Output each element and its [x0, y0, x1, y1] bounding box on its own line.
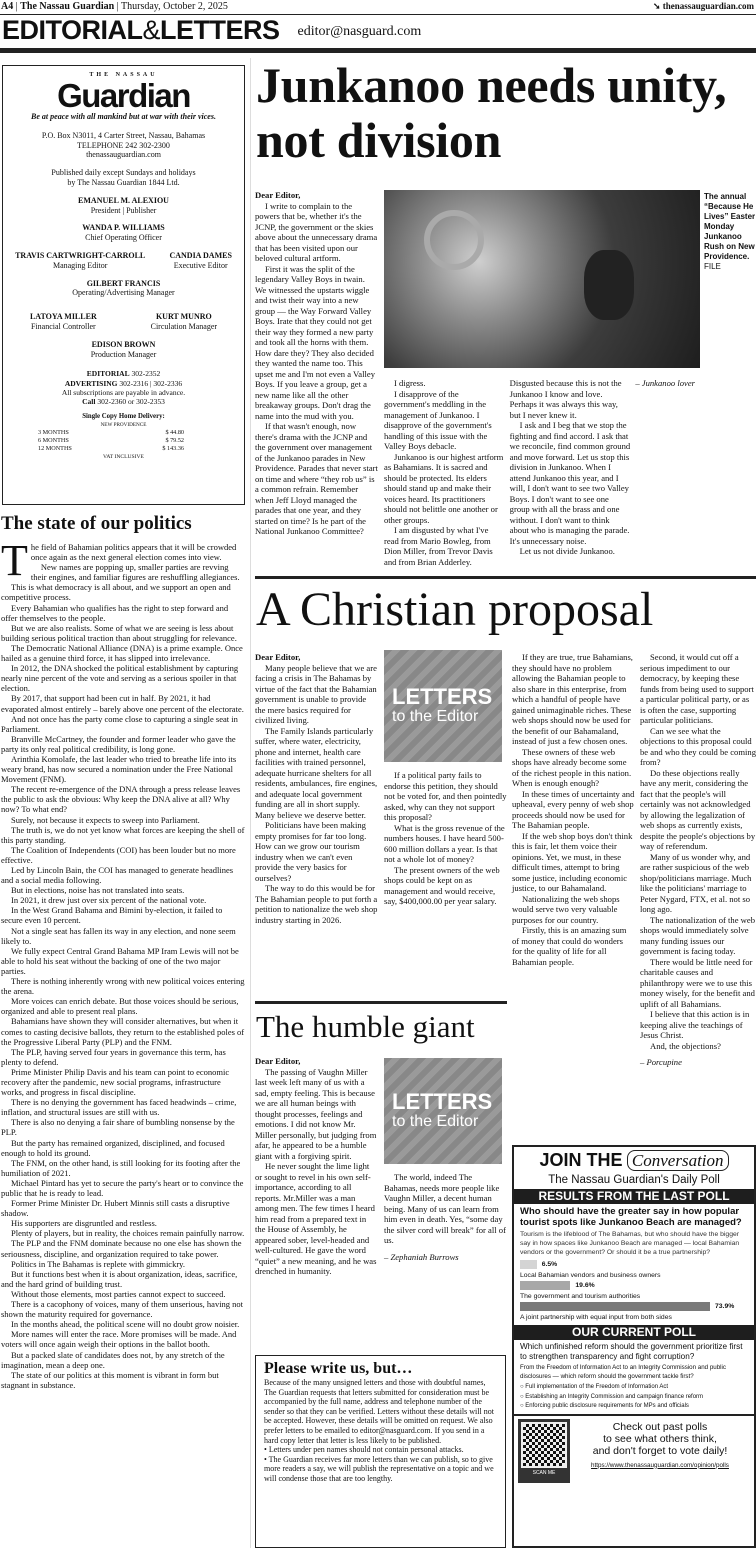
- paragraph: Every Bahamian who qualifies has the right to step forward and offer themselves to the people.: [1, 602, 229, 623]
- poll-option[interactable]: ○ Establishing an Integrity Commission and campaign finance reform: [520, 1393, 704, 1400]
- issue-date: Thursday, October 2, 2025: [121, 1, 228, 12]
- paragraph: There is no denying the government has faced headwinds – crime, inflation, and structural issues are still with us.: [1, 1097, 237, 1118]
- last-poll-description: Tourism is the lifeblood of The Bahamas, but who should have the bigger say in how spaces like Junkanoo Beach are managed — local Bahamian vendors or the government? Or should it be a true partnership?: [520, 1231, 740, 1256]
- paragraph: I disapprove of the government's meddling in the management of Junkanoo. I disapprove of the government's handling of this issue with the Valley Boys debacle.: [384, 388, 492, 451]
- letters-to-editor-graphic: LETTERS to the Editor: [384, 650, 502, 762]
- paragraph: Junkanoo is our highest artform as Bahamians. It is sacred and should be protected. Its elders should stand up and make their voices heard. Its practitioners should not belittle one another or other groups.: [384, 451, 504, 525]
- site-link[interactable]: thenassauguardian.com: [662, 1, 754, 11]
- divider: [255, 1001, 507, 1004]
- editorial-body: [1, 536, 245, 1390]
- paragraph: His supporters are disgruntled and restless.: [11, 1218, 157, 1229]
- letter-body: [512, 652, 635, 967]
- paragraph: He never sought the lime light or sought to revel in his own self-importance, according to all reports. Mr.Miller was a man among men. The few times I heard him read from a prepared text in the House of Assembly, he appeared sober, level-headed and well-cultured. He gave the word “quiet” a new meaning, and he was drenched in humanity.: [255, 1161, 377, 1276]
- paragraph: There would be little need for charitable causes and philanthropy were we to use this money wisely, for the benefit and uplift of all Bahamians.: [640, 956, 755, 1009]
- paragraph: he field of Bahamian politics appears that it will be crowded once again as the next general election comes into view.: [30, 542, 237, 563]
- letter-title: The humble giant: [256, 1009, 475, 1044]
- paragraph: First it was the split of the legendary Valley Boys in twain. We witnessed the upstarts wiggle and twist their way into a new group — the Way Forward Valley Boys. Irate that they could not get their way they formed a new party and took all the horns with them. How dare they? They also decided they wanted the name too. This upset me and I'm not even a Valley Boys. If you leave a group, get a new name like all the other breakaway groups. Don't drag the name into the mud with you.: [255, 263, 375, 421]
- paragraph: The PLP, having served four years in governance this term, has plenty to defend.: [1, 1046, 226, 1067]
- letter-body: [384, 378, 756, 570]
- paragraph: Not a single seat has fallen its way in any election, and none seem likely to.: [1, 925, 236, 946]
- paragraph: Can we see what the objections to this proposal could be and who they could be coming from?: [640, 725, 756, 767]
- paragraph: Let us not divide Junkanoo.: [519, 546, 615, 556]
- paragraph: These owners of these web shops have already become some of the richest people in this nation. When is enough enough?: [512, 746, 632, 788]
- radio-icon[interactable]: ○: [520, 1403, 524, 1409]
- last-poll-question: Who should have the greater say in how popular tourist spots like Junkanoo Beach are managed?: [520, 1206, 742, 1228]
- published-note: Published daily except Sundays and holidays by The Nassau Guardian 1844 Ltd.: [51, 168, 196, 187]
- paragraph: Many people believe that we are facing a crisis in The Bahamas by virtue of the fact that the Bahamian government is unable to provide the mere basics required for civilized living.: [255, 662, 377, 725]
- paragraph: Led by Lincoln Bain, the COI has managed to generate headlines and a social media following.: [1, 865, 234, 886]
- write-us-bullet: • The Guardian receives far more letters than we can publish, so to give more readers a say, we will publish the representative on a topic and we will condense those that are too lengthy.: [264, 1454, 494, 1483]
- paragraph: If the web shop boys don't think this is fair, let them voice their opinions. Yet, we must, in these difficult times, attempt to bring some justice, including economic justice, to our Bahamaland.: [512, 830, 633, 893]
- polls-link[interactable]: https://www.thenassauguardian.com/opinion/polls: [591, 1461, 729, 1469]
- paragraph: If they are true, true Bahamians, they should have no problem allowing the Bahamian people to also share in this enterprise, from which a handful of people have gained unimaginable riches. These web shops should now be used for the benefit of our Bahamaland, instead of just a few chosen ones.: [512, 652, 633, 746]
- write-us-box: [255, 1355, 506, 1548]
- letter-title: Junkanoo needs unity, not division: [256, 57, 727, 168]
- radio-icon[interactable]: ○: [520, 1393, 524, 1400]
- column-divider: [250, 58, 251, 1548]
- paragraph: The Democratic National Alliance (DNA) is a prime example. Once hailed as a genuine third force, it has slipped into irrelevance.: [1, 642, 243, 664]
- paragraph: Bahamians have shown they will consider alternatives, but when it comes to casting decisive ballots, they return to the established poles of the Progressive Liberal Party (PLP) and the FNM.: [1, 1016, 245, 1047]
- paragraph: But we are also realists. Some of what we are seeing is less about building serious political traction than about struggling for relevance.: [1, 622, 237, 643]
- paragraph: Many of us wonder why, and are rather suspicious of the web shop/politicians marriage. Much like the politicians' marriage to Peter Nygard, FTX, et al. not so long ago.: [640, 851, 752, 914]
- letter-title: A Christian proposal: [256, 583, 654, 636]
- paragraph: There is also no denying a fair share of bumbling nonsense by the PLP.: [1, 1117, 235, 1138]
- paragraph: The Family Islands particularly suffer, where water, electricity, phone and internet, health care facilities with trained personnel, adequate hurricane shelters for all residents, ambulances, fire engines, and adequate local government funding are all in short supply. Many believe we deserve better.: [255, 725, 378, 820]
- paragraph: Branville McCartney, the founder and former leader who gave the party its only real political credibility, is long gone.: [1, 733, 236, 754]
- paragraph: Surely, not because it expects to sweep into Parliament.: [11, 814, 200, 825]
- paragraph: Nationalizing the web shops would serve two very valuable purposes for our country.: [512, 893, 620, 925]
- paragraph: If a political party fails to endorse this petition, they should not be voted for, and then pointedly asked, why can they not support this proposal?: [384, 770, 507, 822]
- paragraph: The truth is, we do not yet know what forces are keeping the shell of this party standing.: [1, 824, 245, 845]
- staff-entry: WANDA P. WILLIAMS Chief Operating Officer: [82, 223, 165, 243]
- result-percent: 6.5%: [541, 1261, 558, 1269]
- top-bar: A4 | The Nassau Guardian | Thursday, October 2, 2025 ➘ thenassauguardian.com: [1, 1, 754, 12]
- poll-option[interactable]: ○ Full implementation of the Freedom of Information Act: [520, 1384, 669, 1390]
- paragraph: The PLP and the FNM dominate because no one else has shown the seriousness, discipline, and organization required to take power.: [1, 1238, 242, 1259]
- paragraph: Michael Pintard has yet to secure the party's heart or to convince the public that he is ready to lead.: [1, 1177, 244, 1198]
- paragraph: What is the gross revenue of the numbers houses. I have heard 500-600 million dollars a year. Is that not a whole lot of money?: [384, 822, 505, 864]
- section-title: EDITORIAL&LETTERS: [2, 15, 280, 45]
- write-us-body: Because of the many unsigned letters and those with doubtful names, The Guardian requests that letters submitted for consideration must be accompanied by the full name, address and telephone number of the sender so that they can be verified. Letters without these details will not be accepted. However, these details will be omitted on request. We also prefer letters to be emailed to editor@nasguard.com. If you send in a hard copy letter that letter is less likely to be published.: [264, 1378, 494, 1445]
- page-number: A4: [1, 1, 14, 12]
- poll-header: JOIN THE Conversation: [514, 1147, 754, 1173]
- letter-signature: – Zephaniah Burrows: [384, 1251, 459, 1262]
- paragraph: The recent re-emergence of the DNA through a press release leaves the public to ask the obvious: Why keep the DNA alive at all? Why now? To what end?: [1, 784, 241, 815]
- paragraph: Plenty of players, but in reality, the choices remain painfully narrow.: [11, 1228, 245, 1239]
- paragraph: And, the objections?: [650, 1040, 721, 1051]
- paragraph: In the months ahead, the political scene will no doubt grow noisier.: [11, 1319, 240, 1330]
- current-poll-header: OUR CURRENT POLL: [514, 1325, 754, 1340]
- qr-code-icon: [521, 1422, 567, 1468]
- paragraph: In 2021, it drew just over six percent of the national vote.: [11, 895, 207, 906]
- result-percent: 73.9%: [715, 1303, 735, 1311]
- arrow-icon: ➘: [652, 1, 663, 11]
- poll-result: [520, 1260, 748, 1279]
- paragraph: The present owners of the web shops could be kept on as management and would receive, say, $400,000.00 per year salary.: [384, 864, 500, 906]
- motto: Be at peace with all mankind but at war with their vices.: [31, 112, 216, 121]
- letter-body: [640, 652, 756, 1068]
- paragraph: Prime Minister Philip Davis and his team can point to economic recovery after the pandemic, new social programs, infrastructure works, and progress in fiscal discipline.: [1, 1066, 230, 1098]
- staff-entry: KURT MUNRO Circulation Manager: [150, 312, 218, 331]
- poll-cta: Check out past polls to see what others think, and don't forget to vote daily!: [592, 1420, 728, 1457]
- paragraph: By 2017, that support had been cut in half. By 2021, it had evaporated almost entirely – barely above one percent of the electorate.: [1, 693, 244, 714]
- staff-entry: GILBERT FRANCIS Operating/Advertising Manager: [72, 278, 175, 298]
- paragraph: This is what democracy is all about, and we support an open and competitive process.: [1, 582, 231, 603]
- paragraph: There is a cacophony of voices, many of them unserious, having not shown the maturity required for governance.: [1, 1299, 244, 1320]
- paragraph: But the party has remained organized, disciplined, and focused enough to hold its ground.: [1, 1137, 225, 1158]
- letter-body: [384, 1172, 507, 1262]
- delivery-rates: Single Copy Home Delivery: NEW PROVIDENCE 3 MONTHS $ 44.80 6 MONTHS $ 79.52 12 MONTHS $ 143.36 VAT INCLUSIVE: [38, 412, 184, 460]
- paragraph: There is nothing inherently wrong with new political voices entering the arena.: [1, 976, 245, 997]
- result-option: A joint partnership with equal input from both sides: [520, 1314, 672, 1321]
- paragraph: The nationalization of the web shops would immediately solve many funding issues our government is facing today.: [640, 914, 755, 956]
- staff-entry: EDISON BROWN Production Manager: [90, 339, 157, 359]
- letter-signature: – Junkanoo lover: [635, 378, 695, 388]
- junkanoo-photo: [384, 190, 700, 368]
- radio-icon[interactable]: ○: [520, 1384, 524, 1390]
- result-percent: 19.6%: [575, 1282, 595, 1290]
- paragraph: We fully expect Central Grand Bahama MP Iram Lewis will not be able to hold his seat without the backing of one of the two major parties.: [1, 945, 239, 976]
- paragraph: Arinthia Komolafe, the last leader who tried to breathe life into its weary brand, has now secured a nomination under the Free National Movement (FNM).: [1, 753, 237, 785]
- letter-body: [384, 770, 507, 907]
- paragraph: In the West Grand Bahama and Bimini by-election, it failed to secure even 10 percent.: [1, 905, 223, 926]
- result-bar: [520, 1302, 710, 1311]
- paragraph: Former Prime Minister Dr. Hubert Minnis still casts a disruptive shadow.: [1, 1198, 230, 1219]
- paragraph: Second, it would cut off a serious impediment to our democracy, by keeping these funds from being used to support a particular political party, or as is often the case, supporting particular politicians.: [640, 652, 754, 725]
- paragraph: I ask and I beg that we stop the fighting and find accord. I ask that we reconcile, find common ground and move forward. Let us stop this division in Junkanoo. When I attend Junkanoo this year, and I will, I don't want to see two Valley Boys. I don't want to see one group with all the brass and one without. I don't want to think about who is managing the parade. It's unnecessary noise.: [509, 420, 631, 546]
- paragraph: I write to complain to the powers that be, whether it's the JCNP, the government or the skies above about the unnecessary drama that has been visited upon our beloved cultural artform.: [255, 200, 378, 263]
- paragraph: And not once has the party come close to capturing a single seat in Parliament.: [1, 713, 238, 734]
- poll-box: [512, 1145, 756, 1548]
- staff-entry: TRAVIS CARTWRIGHT-CARROLL Managing Editor: [15, 250, 146, 270]
- paragraph: In 2012, the DNA shocked the political establishment by capturing nearly nine percent of the vote and serving as a serious spoiler in that election.: [1, 663, 239, 694]
- paragraph: The way to do this would be for The Bahamian people to put forth a petition to nationalize the web shop industry starting in 2026.: [255, 883, 378, 925]
- staff-entry: CANDIA DAMES Executive Editor: [169, 250, 232, 270]
- paragraph: The passing of Vaughn Miller last week left many of us with a sad, empty feeling. This is because we are all human beings with thought processes, feelings and emotions. I did not know Mr. Miller personally, but judging from afar, he appeared to be a humble giant with a forgiving spirit.: [255, 1066, 377, 1161]
- paragraph: But in elections, noise has not translated into seats.: [11, 885, 185, 896]
- paper-name: The Nassau Guardian: [20, 1, 115, 12]
- paragraph: The state of our politics at this moment is vibrant in form but stagnant in substance.: [1, 1369, 219, 1390]
- paragraph: More names will enter the race. More promises will be made. And voters will once again weigh their options in the ballot booth.: [1, 1329, 237, 1350]
- paragraph: Politics in The Bahamas is replete with gimmickry.: [11, 1258, 185, 1269]
- result-bar: [520, 1281, 570, 1290]
- poll-option[interactable]: ○ Enforcing public disclosure requirements for MPs and officials: [520, 1403, 689, 1409]
- paragraph: But a packed slate of candidates does not, by any stretch of the imagination, mean a deep one.: [1, 1349, 225, 1370]
- logo: THE NASSAU Guardian: [57, 72, 190, 114]
- photo-caption: The annual “Because He Lives” Easter Monday Junkanoo Rush on New Providence. FILE: [704, 192, 756, 271]
- masthead-box: [2, 65, 245, 505]
- contacts: EDITORIAL 302-2352 ADVERTISING 302-2316 | 302-2336 All subscriptions are payable in advance. Call 302-2360 or 302-2353: [61, 369, 186, 407]
- drop-cap: T: [1, 536, 28, 585]
- section-header: [2, 15, 421, 45]
- paragraph: I believe that this action is in keeping alive the teachings of Jesus Christ.: [640, 1009, 750, 1040]
- poll-result: [520, 1281, 748, 1300]
- poll-results: [520, 1260, 748, 1321]
- divider: [255, 576, 756, 579]
- paragraph: Firstly, this is an amazing sum of money that could do wonders for the quality of life for all Bahamian people.: [512, 925, 627, 967]
- paragraph: Politicians have been making empty promises for far too long. How can we grow our tourism industry when we can't even provide the very basics for ourselves?: [255, 820, 367, 883]
- paragraph: More voices can enrich debate. But those voices should be serious, organized and able to present real plans.: [1, 996, 239, 1017]
- staff-entry: EMANUEL M. ALEXIOU President | Publisher: [78, 195, 169, 215]
- current-poll-description: From the Freedom of Information Act to an Integrity Commission and public disclosures — which reform should the government tackle first?: [520, 1364, 726, 1380]
- paragraph: The Coalition of Independents (COI) has been louder but no more effective.: [1, 844, 236, 865]
- qr-code[interactable]: SCAN ME: [518, 1419, 570, 1483]
- divider: [0, 48, 756, 53]
- paragraph: New names are popping up, smaller parties are revving their engines, and familiar figures are reshuffling allegiances.: [30, 562, 240, 583]
- results-header: RESULTS FROM THE LAST POLL: [514, 1189, 754, 1204]
- paragraph: If that wasn't enough, now there's drama with the JCNP and the government over management of the Junkanoo parades in New Providence. Parades that never start on time and where “they rob us” is a common refrain. Remember when Jeff Lloyd managed the parades that one year, and they started on time? Is he part of the National Junkanoo Committee?: [255, 421, 378, 536]
- letters-to-editor-graphic: LETTERS to the Editor: [384, 1058, 502, 1164]
- write-us-title: Please write us, but…: [264, 1360, 413, 1377]
- write-us-bullet: • Letters under pen names should not contain personal attacks.: [264, 1445, 464, 1455]
- paragraph: The world, indeed The Bahamas, needs more people like Vaughn Miller, a decent human being. Many of us can learn from him even in death. Yes, “some day the silver cord will break” for all of us.: [384, 1172, 506, 1245]
- result-option: The government and tourism authorities: [520, 1293, 641, 1300]
- staff-entry: LATOYA MILLER Financial Controller: [29, 312, 97, 331]
- paragraph: The FNM, on the other hand, is still looking for its footing after the humiliation of 2021.: [1, 1157, 241, 1178]
- letter-body: Dear Editor, Many people believe that we are facing a crisis in The Bahamas by virtue of the fact that the Bahamian government is unable to provide the mere basics required for civilized living. The Family Islands particularly suffer, where water, electricity, phone and internet, health care facilities with trained personnel, adequate hurricane shelters for all residents, ambulances, fire engines, and adequate local government funding are all in short supply. Many believe we deserve better. Politicians have been making empty promises for far too long. How can we grow our tourism industry when we can't even provide the very basics for ourselves? The way to do this would be for The Bahamian people to put forth a petition to nationalize the web shop industry starting in 2026.: [255, 652, 378, 925]
- paragraph: I digress.: [394, 378, 426, 388]
- paragraph: Do these objections really have any merit, considering the fact that the people's will certainly was not acknowledged by allowing the legalization of web shops as currently exists, despite the people's objections by way of referendum.: [640, 767, 756, 851]
- editorial-title: The state of our politics: [1, 513, 192, 534]
- poll-subtitle: The Nassau Guardian's Daily Poll: [548, 1174, 720, 1186]
- paragraph: But it functions best when it is about organization, ideas, sacrifice, and the hard grind of building trust.: [1, 1268, 238, 1289]
- letter-signature: – Porcupine: [640, 1057, 682, 1067]
- paragraph: In these times of uncertainty and upheaval, every penny of web shop proceeds should now be used for The Bahamian people.: [512, 788, 635, 830]
- letter-body: Dear Editor, The passing of Vaughn Miller last week left many of us with a sad, empty feeling. This is because we are all human beings with thought processes, feelings and emotions. I did not know Mr. Miller personally, but judging from afar, he appeared to be a humble giant with a forgiving spirit. He never sought the lime light or sought to revel in his own self-importance, according to all reports. Mr.Miller was a man among men. The few times I heard him read from a prepared text in the House of Assembly, he appeared sober, level-headed and well-cultured. He gave the word “quiet” a new meaning, and he was drenched in humanity.: [255, 1056, 377, 1276]
- address: P.O. Box N3011, 4 Carter Street, Nassau, Bahamas TELEPHONE 242 302-2300 thenassauguardian.com: [41, 130, 206, 160]
- poll-result: [520, 1302, 748, 1321]
- current-poll-question: Which unfinished reform should the government prioritize first to strengthen transparency and fight corruption?: [520, 1342, 743, 1361]
- result-option: Local Bahamian vendors and business owners: [520, 1272, 661, 1279]
- paragraph: I am disgusted by what I've read from Mario Bowleg, from Dion Miller, from Trevor Davis and from Brian Adderley. Disgusted because this is not the Junkanoo I know and love. Perhaps it was always this way, but I never knew it.: [384, 378, 622, 567]
- result-bar: [520, 1260, 537, 1269]
- letter-body: Dear Editor, I write to complain to the powers that be, whether it's the JCNP, the government or the skies above about the unnecessary drama that has been visited upon our beloved cultural artform. First it was the split of the legendary Valley Boys in twain. We witnessed the upstarts wiggle and twist their way into a new group — the Way Forward Valley Boys. Irate that they could not get their way they formed a new party and took all the horns with them. How dare they? They also decided they wanted the name too. This upset me and I'm not even a Valley Boys. If you leave a group, get a new name like all the other breakaway groups. Don't drag the name into the mud with you. If that wasn't enough, now there's drama with the JCNP and the government over management of the Junkanoo parades in New Providence. Parades that never start on time and where “they rob us” is a common refrain. Remember when Jeff Lloyd managed the parades that one year, and they started on time? Is he part of the National Junkanoo Committee?: [255, 190, 378, 536]
- section-email[interactable]: editor@nasguard.com: [297, 24, 422, 39]
- paragraph: Without those elements, most parties cannot expect to succeed.: [11, 1288, 226, 1299]
